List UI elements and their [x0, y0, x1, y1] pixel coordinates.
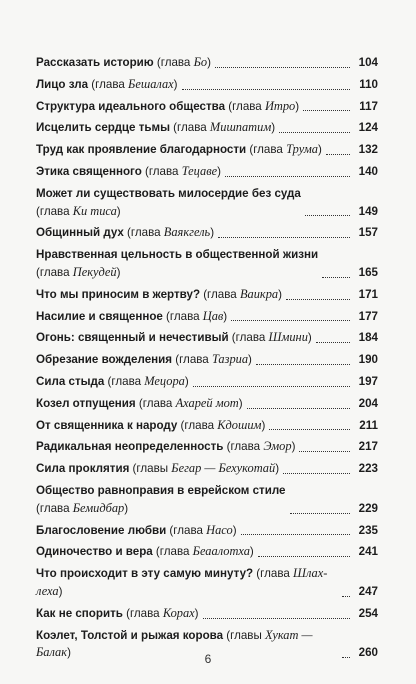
parsha-prefix: (глава [107, 374, 145, 388]
toc-entry-title [36, 163, 221, 181]
toc-entry [36, 163, 378, 181]
chapter-title: Сила проклятия [36, 462, 130, 476]
parsha-name: Корах [162, 605, 195, 620]
toc-page-number: 104 [358, 56, 378, 69]
toc-page-number: 110 [359, 77, 378, 91]
dot-leader [316, 341, 350, 343]
dot-leader [342, 595, 350, 597]
toc-entry [36, 76, 378, 94]
parsha-prefix: (глава [180, 418, 218, 432]
dot-leader [231, 319, 350, 321]
parsha-suffix: ) [238, 396, 243, 410]
parsha-prefix: (глава [36, 265, 73, 279]
parsha-prefix: (глава [256, 567, 294, 581]
toc-entry [36, 605, 378, 623]
parsha-prefix: (глава [226, 440, 264, 454]
parsha-suffix: ) [217, 164, 221, 178]
parsha-prefix: (глава [36, 501, 73, 515]
toc-entry [36, 224, 378, 242]
parsha-prefix: (глава [36, 204, 73, 218]
parsha-suffix: ) [249, 545, 254, 559]
toc-page-number: 177 [358, 309, 378, 323]
toc-page-number: 211 [359, 418, 378, 432]
dot-leader [215, 66, 350, 68]
toc-entry-title [36, 76, 178, 94]
parsha-name: Насо [206, 522, 233, 537]
parsha-name: Шлах-леха [36, 566, 328, 598]
parsha-suffix: ) [67, 646, 71, 660]
parsha-suffix: ) [291, 440, 296, 454]
parsha-name: Цав [202, 308, 224, 323]
parsha-suffix: ) [184, 374, 189, 388]
dot-leader [326, 153, 350, 155]
toc-entry-title [36, 565, 338, 601]
parsha-prefix: (глава [231, 331, 269, 345]
toc-page-number: 184 [358, 331, 378, 345]
chapter-title: Радикальная неопределенность [36, 440, 224, 454]
parsha-suffix: ) [232, 523, 237, 537]
parsha-name: Тецаве [181, 163, 218, 178]
dot-leader [290, 512, 351, 514]
dot-leader [225, 175, 350, 177]
parsha-name: Беаалотха [192, 544, 250, 559]
toc-entry-title [36, 373, 189, 391]
toc-page-number: 149 [358, 204, 378, 218]
toc-entry [36, 141, 378, 159]
toc-entry [36, 543, 378, 561]
dot-leader [283, 472, 350, 474]
chapter-title: Этика священного [36, 164, 142, 178]
toc-entry [36, 522, 378, 540]
parsha-suffix: ) [275, 462, 280, 476]
toc-page-number: 117 [359, 99, 378, 113]
parsha-prefix: (глава [166, 309, 203, 323]
toc-entry [36, 54, 378, 72]
chapter-title: Может ли существовать милосердие без суда [36, 186, 301, 200]
dot-leader [299, 450, 350, 452]
parsha-suffix: ) [124, 501, 129, 515]
parsha-prefix: (глава [173, 121, 210, 135]
toc-page-number: 157 [358, 226, 378, 240]
toc-entry-title [36, 460, 279, 478]
toc-entry [36, 351, 378, 369]
chapter-title: От священника к народу [36, 418, 178, 432]
dot-leader [305, 214, 350, 216]
parsha-suffix: ) [261, 418, 266, 432]
parsha-name: Ки тиса [72, 203, 117, 218]
parsha-prefix: (глава [91, 77, 129, 91]
dot-leader [218, 236, 350, 238]
toc-page-number: 171 [358, 287, 378, 301]
page-number: 6 [204, 652, 212, 666]
dot-leader [193, 385, 350, 387]
chapter-title: Общество равноправия в еврейском стиле [36, 483, 286, 497]
parsha-prefix: (глава [175, 353, 212, 367]
chapter-title: Исцелить сердце тьмы [36, 121, 171, 135]
toc-page-number: 235 [358, 523, 378, 537]
toc-entry [36, 286, 378, 304]
dot-leader [279, 131, 350, 133]
toc-entry [36, 460, 378, 478]
parsha-name: Кдошим [217, 417, 262, 432]
toc-page-number: 197 [358, 374, 378, 388]
parsha-prefix: (глава [126, 606, 163, 620]
chapter-title: Нравственная цельность в общественной жизни [36, 248, 319, 262]
chapter-title: Что мы приносим в жертву? [36, 287, 201, 301]
parsha-suffix: ) [307, 331, 312, 345]
parsha-prefix: (главы [132, 462, 172, 476]
parsha-name: Хукат — Балак [36, 627, 313, 660]
dot-leader [269, 428, 350, 430]
parsha-suffix: ) [318, 143, 322, 157]
toc-entry [36, 98, 378, 116]
dot-leader [247, 407, 350, 409]
dot-leader [322, 276, 350, 278]
toc-page-number: 223 [358, 462, 378, 476]
chapter-title: Лицо зла [36, 77, 89, 91]
toc-entry [36, 565, 378, 601]
parsha-name: Ахарей мот [175, 395, 239, 410]
chapter-title: Коэлет, Толстой и рыжая корова [36, 628, 224, 642]
parsha-prefix: (глава [169, 523, 207, 537]
toc-entry [36, 395, 378, 413]
parsha-suffix: ) [248, 353, 252, 367]
parsha-suffix: ) [295, 99, 300, 113]
toc-entry [36, 417, 378, 435]
toc-entry-title [36, 417, 265, 435]
parsha-prefix: (глава [138, 396, 176, 410]
dot-leader [303, 109, 350, 111]
parsha-name: Итро [264, 98, 296, 113]
parsha-suffix: ) [278, 287, 282, 301]
parsha-suffix: ) [271, 121, 276, 135]
dot-leader [286, 298, 350, 300]
chapter-title: Сила стыда [36, 374, 105, 388]
parsha-name: Бешалах [128, 76, 174, 91]
toc-entry-title [36, 605, 199, 623]
chapter-title: Структура идеального общества [36, 99, 226, 113]
toc-entry-title [36, 543, 254, 561]
parsha-prefix: (глава [127, 226, 164, 240]
chapter-title: Труд как проявление благодарности [36, 143, 247, 157]
chapter-title: Что происходит в эту самую минуту? [36, 567, 254, 581]
toc-page-number: 165 [358, 265, 378, 279]
parsha-name: Бо [193, 55, 208, 69]
toc-entry-title [36, 286, 282, 304]
parsha-suffix: ) [173, 77, 178, 91]
parsha-prefix: (глава [144, 164, 182, 178]
parsha-suffix: ) [116, 204, 121, 218]
chapter-title: Как не спорить [36, 606, 123, 620]
parsha-name: Тазриа [211, 352, 249, 367]
toc-entry-title [36, 98, 299, 116]
parsha-name: Ваикра [239, 286, 279, 301]
parsha-prefix: (главы [226, 628, 265, 642]
toc-page-number: 132 [358, 143, 378, 157]
dot-leader [256, 363, 350, 365]
toc-page-number: 204 [358, 396, 378, 410]
parsha-suffix: ) [207, 56, 211, 69]
parsha-suffix: ) [58, 584, 63, 598]
toc-entry-title [36, 141, 322, 159]
dot-leader [258, 555, 350, 557]
table-of-contents [36, 54, 378, 666]
toc-page-number: 247 [358, 584, 378, 598]
parsha-suffix: ) [194, 606, 199, 620]
toc-entry-title [36, 54, 211, 72]
toc-entry-title [36, 185, 301, 221]
parsha-suffix: ) [116, 265, 121, 279]
parsha-name: Пекудей [72, 264, 117, 279]
toc-entry [36, 482, 378, 518]
toc-page-number: 140 [358, 164, 378, 178]
chapter-title: Рассказать историю [36, 56, 154, 69]
toc-page-number: 241 [358, 545, 378, 559]
toc-page-number: 254 [358, 606, 378, 620]
chapter-title: Обрезание вожделения [36, 353, 173, 367]
chapter-title: Общинный дух [36, 226, 124, 240]
toc-entry [36, 438, 378, 456]
parsha-prefix: (глава [155, 545, 193, 559]
toc-entry-title [36, 351, 252, 369]
toc-page-number: 190 [358, 353, 378, 367]
dot-leader [241, 533, 350, 535]
dot-leader [203, 617, 350, 619]
toc-entry [36, 329, 378, 347]
parsha-prefix: (глава [156, 56, 194, 69]
chapter-title: Насилие и священное [36, 309, 163, 323]
chapter-title: Огонь: священный и нечестивый [36, 331, 229, 345]
toc-entry-title [36, 395, 243, 413]
toc-entry [36, 119, 378, 137]
chapter-title: Благословение любви [36, 523, 167, 537]
toc-entry-title [36, 119, 275, 137]
parsha-suffix: ) [210, 226, 215, 240]
parsha-name: Шмини [268, 330, 308, 345]
toc-entry [36, 185, 378, 221]
parsha-prefix: (глава [228, 99, 265, 113]
toc-page-number: 229 [358, 501, 378, 515]
toc-page-number: 124 [358, 121, 378, 135]
toc-entry-title [36, 308, 227, 326]
toc-entry [36, 373, 378, 391]
toc-entry [36, 246, 378, 282]
toc-entry-title [36, 522, 237, 540]
parsha-name: Бемидбар [72, 500, 125, 515]
dot-leader [182, 88, 350, 90]
parsha-name: Ваякгель [163, 225, 211, 240]
toc-page-number: 217 [358, 440, 378, 454]
toc-entry-title [36, 329, 312, 347]
parsha-name: Бегар — Бехукотай [171, 461, 276, 476]
toc-entry-title [36, 438, 295, 456]
toc-entry-title [36, 224, 214, 242]
parsha-name: Трума [286, 142, 318, 157]
toc-page-number: 260 [358, 646, 378, 660]
toc-entry-title [36, 246, 318, 282]
toc-entry [36, 308, 378, 326]
parsha-suffix: ) [223, 309, 228, 323]
parsha-name: Мецора [144, 373, 185, 388]
chapter-title: Одиночество и вера [36, 545, 153, 559]
parsha-name: Эмор [263, 439, 292, 454]
chapter-title: Козел отпущения [36, 396, 136, 410]
parsha-prefix: (глава [203, 287, 240, 301]
parsha-name: Мишпатим [209, 120, 272, 135]
parsha-prefix: (глава [249, 143, 287, 157]
toc-entry-title [36, 482, 286, 518]
